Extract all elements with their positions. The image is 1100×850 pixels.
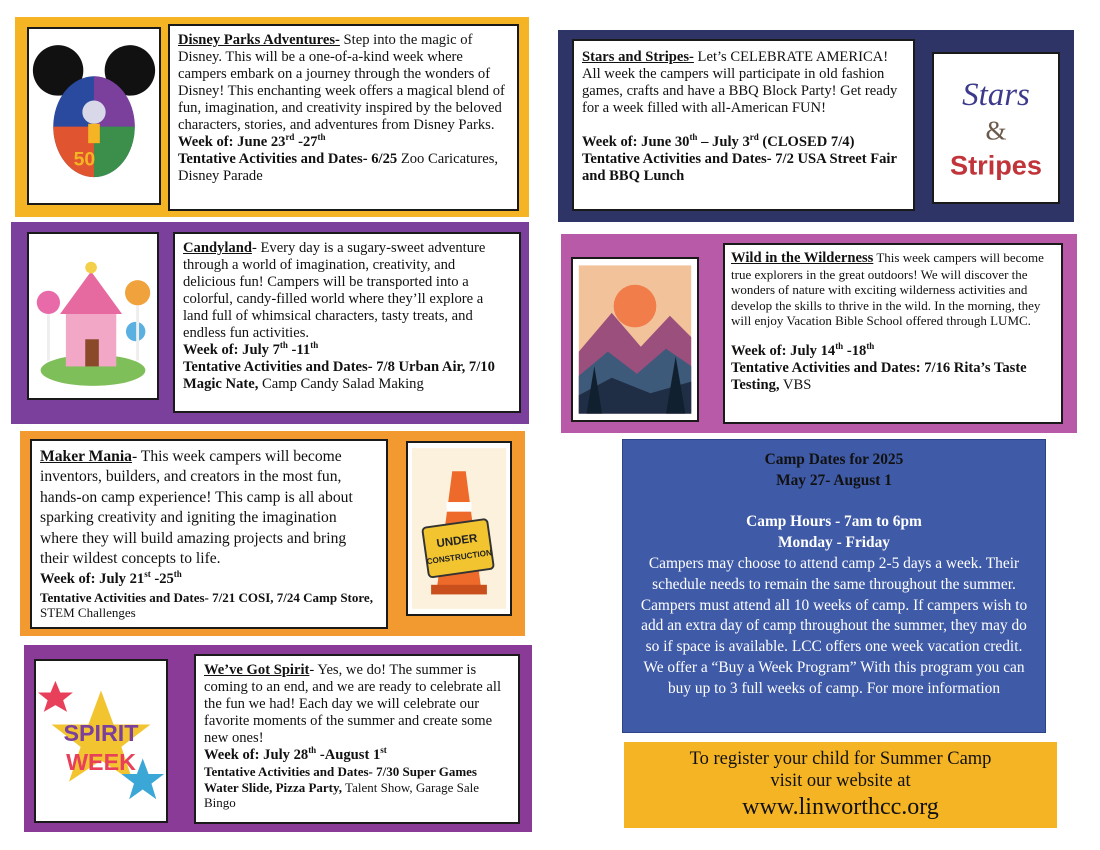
candyland-week: Week of: July 7th -11th [183,340,319,358]
register-line-1: To register your child for Summer Camp [689,749,992,769]
wilderness-title: Wild in the Wilderness [731,250,874,266]
disney-body: Step into the magic of Disney. This will be a one-of-a-kind week where campers embark on a journey through the wonders of Disney! This enchanting week offers a magical blend of fun, imagination, and creativity inspired by the beloved characters, stories, and adventures from Disney Parks. [178,32,505,133]
wilderness-week: Week of: July 14th -18th [731,341,875,359]
wilderness-image-frame [571,257,699,422]
camp-days: Monday - Friday [777,534,890,552]
maker-body: This week campers will become inventors, builders, and creators in the most fun, hands-on camp experience! This camp is all about sparking creativity and igniting the imagination where they will build amazing projects and bring their wildest concepts to life. [40,448,353,568]
candyland-panel [11,222,529,424]
buy-a-week-text: We offer a “Buy a Week Program” With this program you can buy up to 3 full weeks of camp. For more information [643,658,1025,697]
stars-logo-top: Stars [962,76,1030,113]
camp-dates-range: May 27- August 1 [776,471,892,489]
sign-line-2: CONSTRUCTION [426,548,493,567]
maker-activities-rest: STEM Challenges [40,604,136,620]
register-panel [624,742,1057,828]
stars-and-stripes-logo [934,54,1058,202]
maker-title: Maker Mania [40,448,132,465]
candyland-activities-label: Tentative Activities and Dates- 7/8 Urban Air, 7/10 Magic Nate, [183,359,495,392]
stars-text-box [572,39,915,211]
camp-policy-text: Campers may choose to attend camp 2-5 days a week. Their schedule needs to remain the same throughout the summer. Campers must attend all 10 weeks of camp. If campers wish to add an extra day of camp throughout the summer, they may do so if space is available. LCC offers one week vacation credit. [640,554,1028,656]
mountain-sunset-icon [573,259,697,420]
candy-house-icon [29,234,157,398]
stars-stripes-panel [558,30,1074,222]
wilderness-activities-label: Tentative Activities and Dates: 7/16 Rita’s Taste Testing, [731,359,1027,393]
svg-text:50: 50 [73,148,96,171]
disney-week: Week of: June 23rd -27th [178,132,326,150]
spirit-body: Yes, we do! The summer is coming to an end, and we are ready to celebrate all the fun we had! Each day we will celebrate our favorite moments of the summer and create some new ones! [204,662,502,746]
stars-activities: Tentative Activities and Dates- 7/2 USA Street Fair and BBQ Lunch [582,151,897,184]
sign-line-1: UNDER [435,532,479,551]
maker-activities-label: Tentative Activities and Dates- 7/21 COSI, 7/24 Camp Store, [40,589,373,605]
disney-text-box [168,24,519,211]
camp-hours: Camp Hours - 7am to 6pm [746,513,922,531]
maker-image-frame [406,441,512,616]
stars-logo-bottom: Stripes [950,149,1042,181]
wilderness-body: This week campers will become true explorers in the great outdoors! We will discover the wonders of nature with exciting wilderness activities and develop the skills to thrive in the wild. In the morning, they will enjoy Vacation Bible School offered through LUMC. [731,250,1044,329]
stars-logo-frame [932,52,1060,204]
camp-dates-heading: Camp Dates for 2025 [764,451,904,468]
maker-mania-panel [20,431,525,636]
mickey-ears-icon [29,29,159,203]
disney-image-frame [27,27,161,205]
candyland-image-frame [27,232,159,400]
spirit-week-logo [36,661,166,821]
candyland-text-box: Candyland- Every day is a sugary-sweet adventure through a world of imagination, creativity, and delicious fun! Campers will be transported into a colorful, candy-filled world where they’ll explore a land full of whimsical characters, tasty treats, and endless fun activities. Week of: July 7th -11th Tentative Activities and Dates- 7/8 Urban Air, 7/10 Magic Nate, Camp Candy Salad Making [173,232,521,413]
spirit-logo-top: SPIRIT [63,720,139,746]
camp-info-panel [622,439,1046,733]
disney-activities-rest: Zoo Caricatures, Disney Parade [178,151,499,184]
spirit-logo-bottom: WEEK [66,749,136,776]
stars-logo-amp: & [985,115,1007,146]
wilderness-panel [561,234,1077,433]
traffic-cone-icon [408,443,510,614]
disney-activities-label: Tentative Activities and Dates- 6/25 [178,151,398,167]
candyland-activities-rest: Camp Candy Salad Making [258,376,424,392]
maker-text-box: Maker Mania- This week campers will become inventors, builders, and creators in the most fun, hands-on camp experience! This camp is all about sparking creativity and igniting the imagination where they will build amazing projects and bring their wildest concepts to life. Week of: July 21st -25th Tentative Activities and Dates- 7/21 COSI, 7/24 Camp Store, STEM Challenges [30,439,388,629]
wilderness-text-box [723,243,1063,424]
stars-week: Week of: June 30th – July 3rd (CLOSED 7/4) [582,132,855,150]
spirit-image-frame [34,659,168,823]
candyland-body: Every day is a sugary-sweet adventure through a world of imagination, creativity, and delicious fun! Campers will be transported into a colorful, candy-filled world where they’ll explore a land full of whimsical characters, tasty treats, and endless fun activities. [183,240,486,341]
register-line-2: visit our website at [770,771,911,791]
disney-title: Disney Parks Adventures- [178,32,340,48]
register-website-link[interactable]: www.linworthcc.org [742,794,939,820]
maker-week: Week of: July 21st -25th [40,569,182,588]
spirit-activities-label: Tentative Activities and Dates- 7/30 Super Games Water Slide, Pizza Party, [204,764,477,795]
stars-body: Let’s CELEBRATE AMERICA! All week the campers will participate in old fashion games, crafts and have a BBQ Block Party! Get ready for a week filled with all-American FUN! [582,49,898,116]
wilderness-activities-rest: VBS [779,376,812,393]
disney-parks-panel [15,17,529,217]
spirit-title: We’ve Got Spirit [204,662,310,678]
spirit-panel [24,645,532,832]
spirit-text-box: We’ve Got Spirit- Yes, we do! The summer is coming to an end, and we are ready to celebrate all the fun we had! Each day we will celebrate our favorite moments of the summer and create some new ones! Week of: July 28th -August 1st Tentative Activities and Dates- 7/30 Super Games Water Slide, Pizza Party, Talent Show, Garage Sale Bingo [194,654,520,824]
stars-title: Stars and Stripes- [582,49,694,65]
spirit-activities-rest: Talent Show, Garage Sale Bingo [204,779,480,810]
spirit-week: Week of: July 28th -August 1st [204,745,387,763]
candyland-title: Candyland [183,240,252,256]
